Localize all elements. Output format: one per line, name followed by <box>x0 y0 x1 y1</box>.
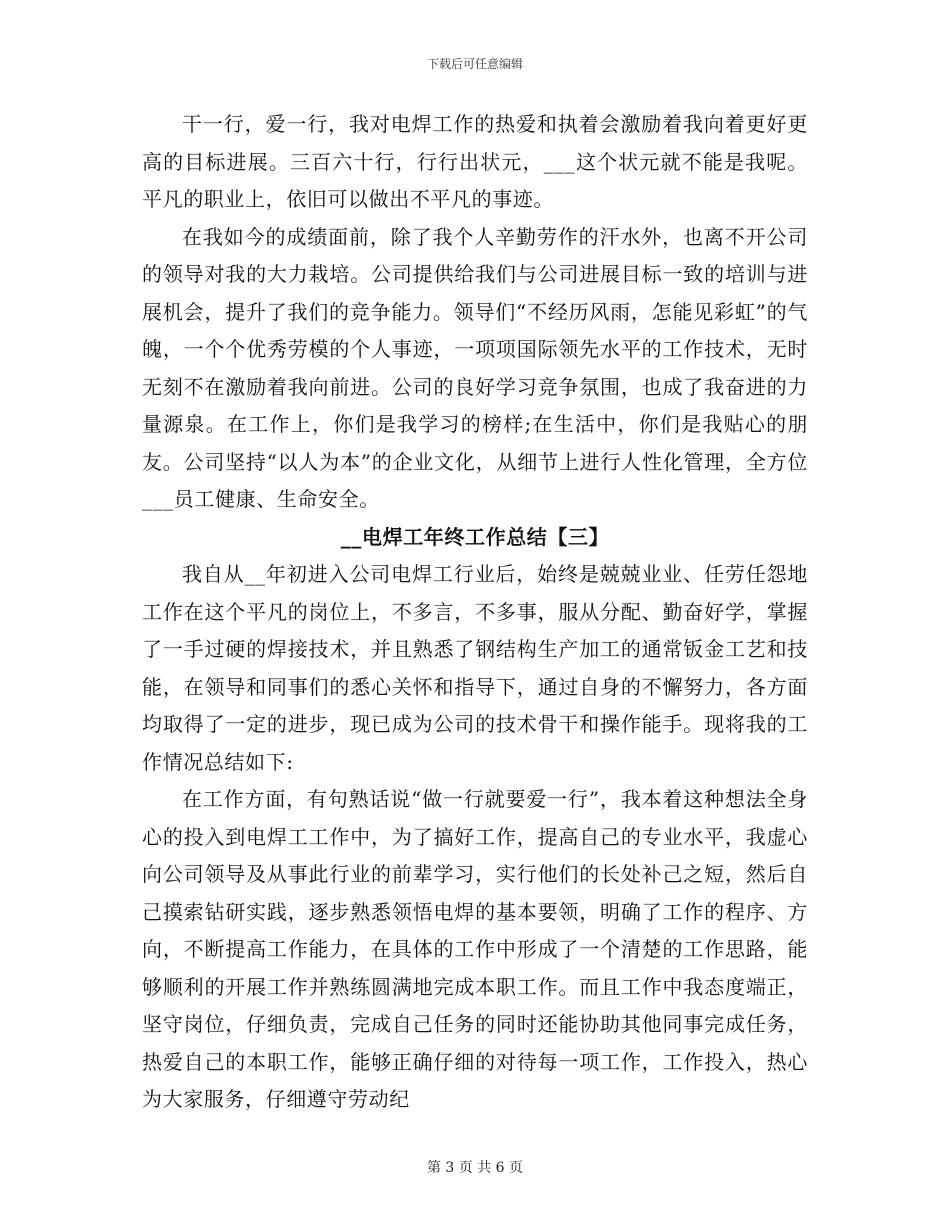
paragraph-1: 干一行，爱一行，我对电焊工作的热爱和执着会激励着我向着更好更高的目标进展。三百六十行，行行出状元，___这个状元就不能是我呢。平凡的职业上，依旧可以做出不平凡的事迹。 <box>142 112 808 211</box>
paragraph-4: 在工作方面，有句熟话说“做一行就要爱一行”，我本着这种想法全身心的投入到电焊工工作中，为了搞好工作，提高自己的专业水平，我虚心向公司领导及从事此行业的前辈学习，实行他们的长处补己之短，然后自己摸索钻研实践，逐步熟悉领悟电焊的基本要领，明确了工作的程序、方向，不断提高工作能力，在具体的工作中形成了一个清楚的工作思路，能够顺利的开展工作并熟练圆满地完成本职工作。而且工作中我态度端正，坚守岗位，仔细负责，完成自己任务的同时还能协助其他同事完成任务，热爱自己的本职工作，能够正确仔细的对待每一项工作，工作投入，热心为大家服务，仔细遵守劳动纪 <box>142 787 808 1111</box>
paragraph-3: 我自从__年初进入公司电焊工行业后，始终是兢兢业业、任劳任怨地工作在这个平凡的岗位上，不多言，不多事，服从分配、勤奋好学，掌握了一手过硬的焊接技术，并且熟悉了钢结构生产加工的通常钣金工艺和技能，在领导和同事们的悉心关怀和指导下，通过自身的不懈努力，各方面均取得了一定的进步，现已成为公司的技术骨干和操作能手。现将我的工作情况总结如下: <box>142 562 808 774</box>
document-body <box>142 106 808 1119</box>
page-header-note: 下载后可任意编辑 <box>426 57 523 71</box>
section-title: __电焊工年终工作总结【三】 <box>340 524 610 549</box>
page-number: 第 3 页 共 6 页 <box>426 1160 524 1176</box>
paragraph-2: 在我如今的成绩面前，除了我个人辛勤劳作的汗水外，也离不开公司的领导对我的大力栽培。公司提供给我们与公司进展目标一致的培训与进展机会，提升了我们的竞争能力。领导们“不经历风雨，怎能见彩虹”的气魄，一个个优秀劳模的个人事迹，一项项国际领先水平的工作技术，无时无刻不在激励着我向前进。公司的良好学习竞争氛围，也成了我奋进的力量源泉。在工作上，你们是我学习的榜样;在生活中，你们是我贴心的朋友。公司坚持“以人为本”的企业文化，从细节上进行人性化管理，全方位___员工健康、生命安全。 <box>142 224 808 511</box>
